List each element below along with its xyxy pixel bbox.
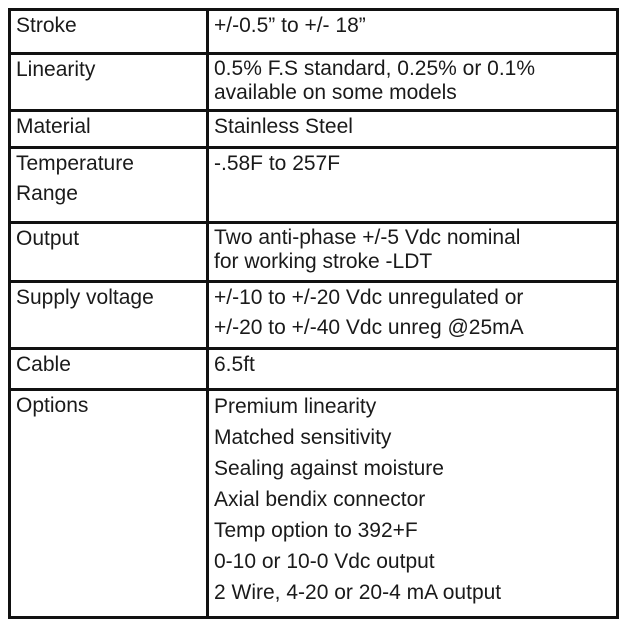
output-value: Two anti-phase +/-5 Vdc nominal for working stroke -LDT	[214, 226, 521, 273]
linearity-value: 0.5% F.S standard, 0.25% or 0.1% available on some models	[214, 57, 536, 104]
supply-voltage-value: +/-10 to +/-20 Vdc unregulated or +/-20 to +/-40 Vdc unreg @25mA	[214, 286, 524, 339]
cable-label: Cable	[16, 353, 71, 376]
temperature-label: Temperature Range	[16, 152, 134, 205]
row-label	[10, 148, 208, 223]
table-row-cable	[10, 349, 618, 390]
row-value	[208, 223, 618, 282]
options-label: Options	[16, 394, 89, 417]
cable-value: 6.5ft	[214, 353, 255, 376]
row-value	[208, 148, 618, 223]
table-row-output	[10, 223, 618, 282]
row-value	[208, 282, 618, 349]
row-label	[10, 10, 208, 54]
table-row-linearity	[10, 54, 618, 111]
option-item: Axial bendix connector	[214, 488, 426, 511]
stroke-value: +/-0.5” to +/- 18”	[214, 14, 366, 37]
output-label: Output	[16, 227, 80, 250]
row-label	[10, 390, 208, 618]
option-item: 2 Wire, 4-20 or 20-4 mA output	[214, 581, 502, 604]
row-label	[10, 282, 208, 349]
option-item: Temp option to 392+F	[214, 519, 418, 542]
stroke-label: Stroke	[16, 14, 77, 37]
option-item: Sealing against moisture	[214, 457, 444, 480]
options-list	[208, 390, 618, 618]
table-row-temperature	[10, 148, 618, 223]
specification-table	[8, 8, 619, 619]
supply-voltage-label: Supply voltage	[16, 286, 154, 309]
temperature-value: -.58F to 257F	[214, 152, 341, 175]
row-value	[208, 111, 618, 148]
table-row-supply-voltage	[10, 282, 618, 349]
table-row-stroke	[10, 10, 618, 54]
option-item: Matched sensitivity	[214, 426, 392, 449]
table-row-material	[10, 111, 618, 148]
option-item: 0-10 or 10-0 Vdc output	[214, 550, 435, 573]
row-label	[10, 223, 208, 282]
linearity-label: Linearity	[16, 58, 96, 81]
row-value	[208, 54, 618, 111]
material-label: Material	[16, 115, 91, 138]
row-label	[10, 349, 208, 390]
table-row-options	[10, 390, 618, 618]
row-label	[10, 54, 208, 111]
row-value	[208, 10, 618, 54]
material-value: Stainless Steel	[214, 115, 353, 138]
row-label	[10, 111, 208, 148]
row-value	[208, 349, 618, 390]
option-item: Premium linearity	[214, 395, 377, 418]
